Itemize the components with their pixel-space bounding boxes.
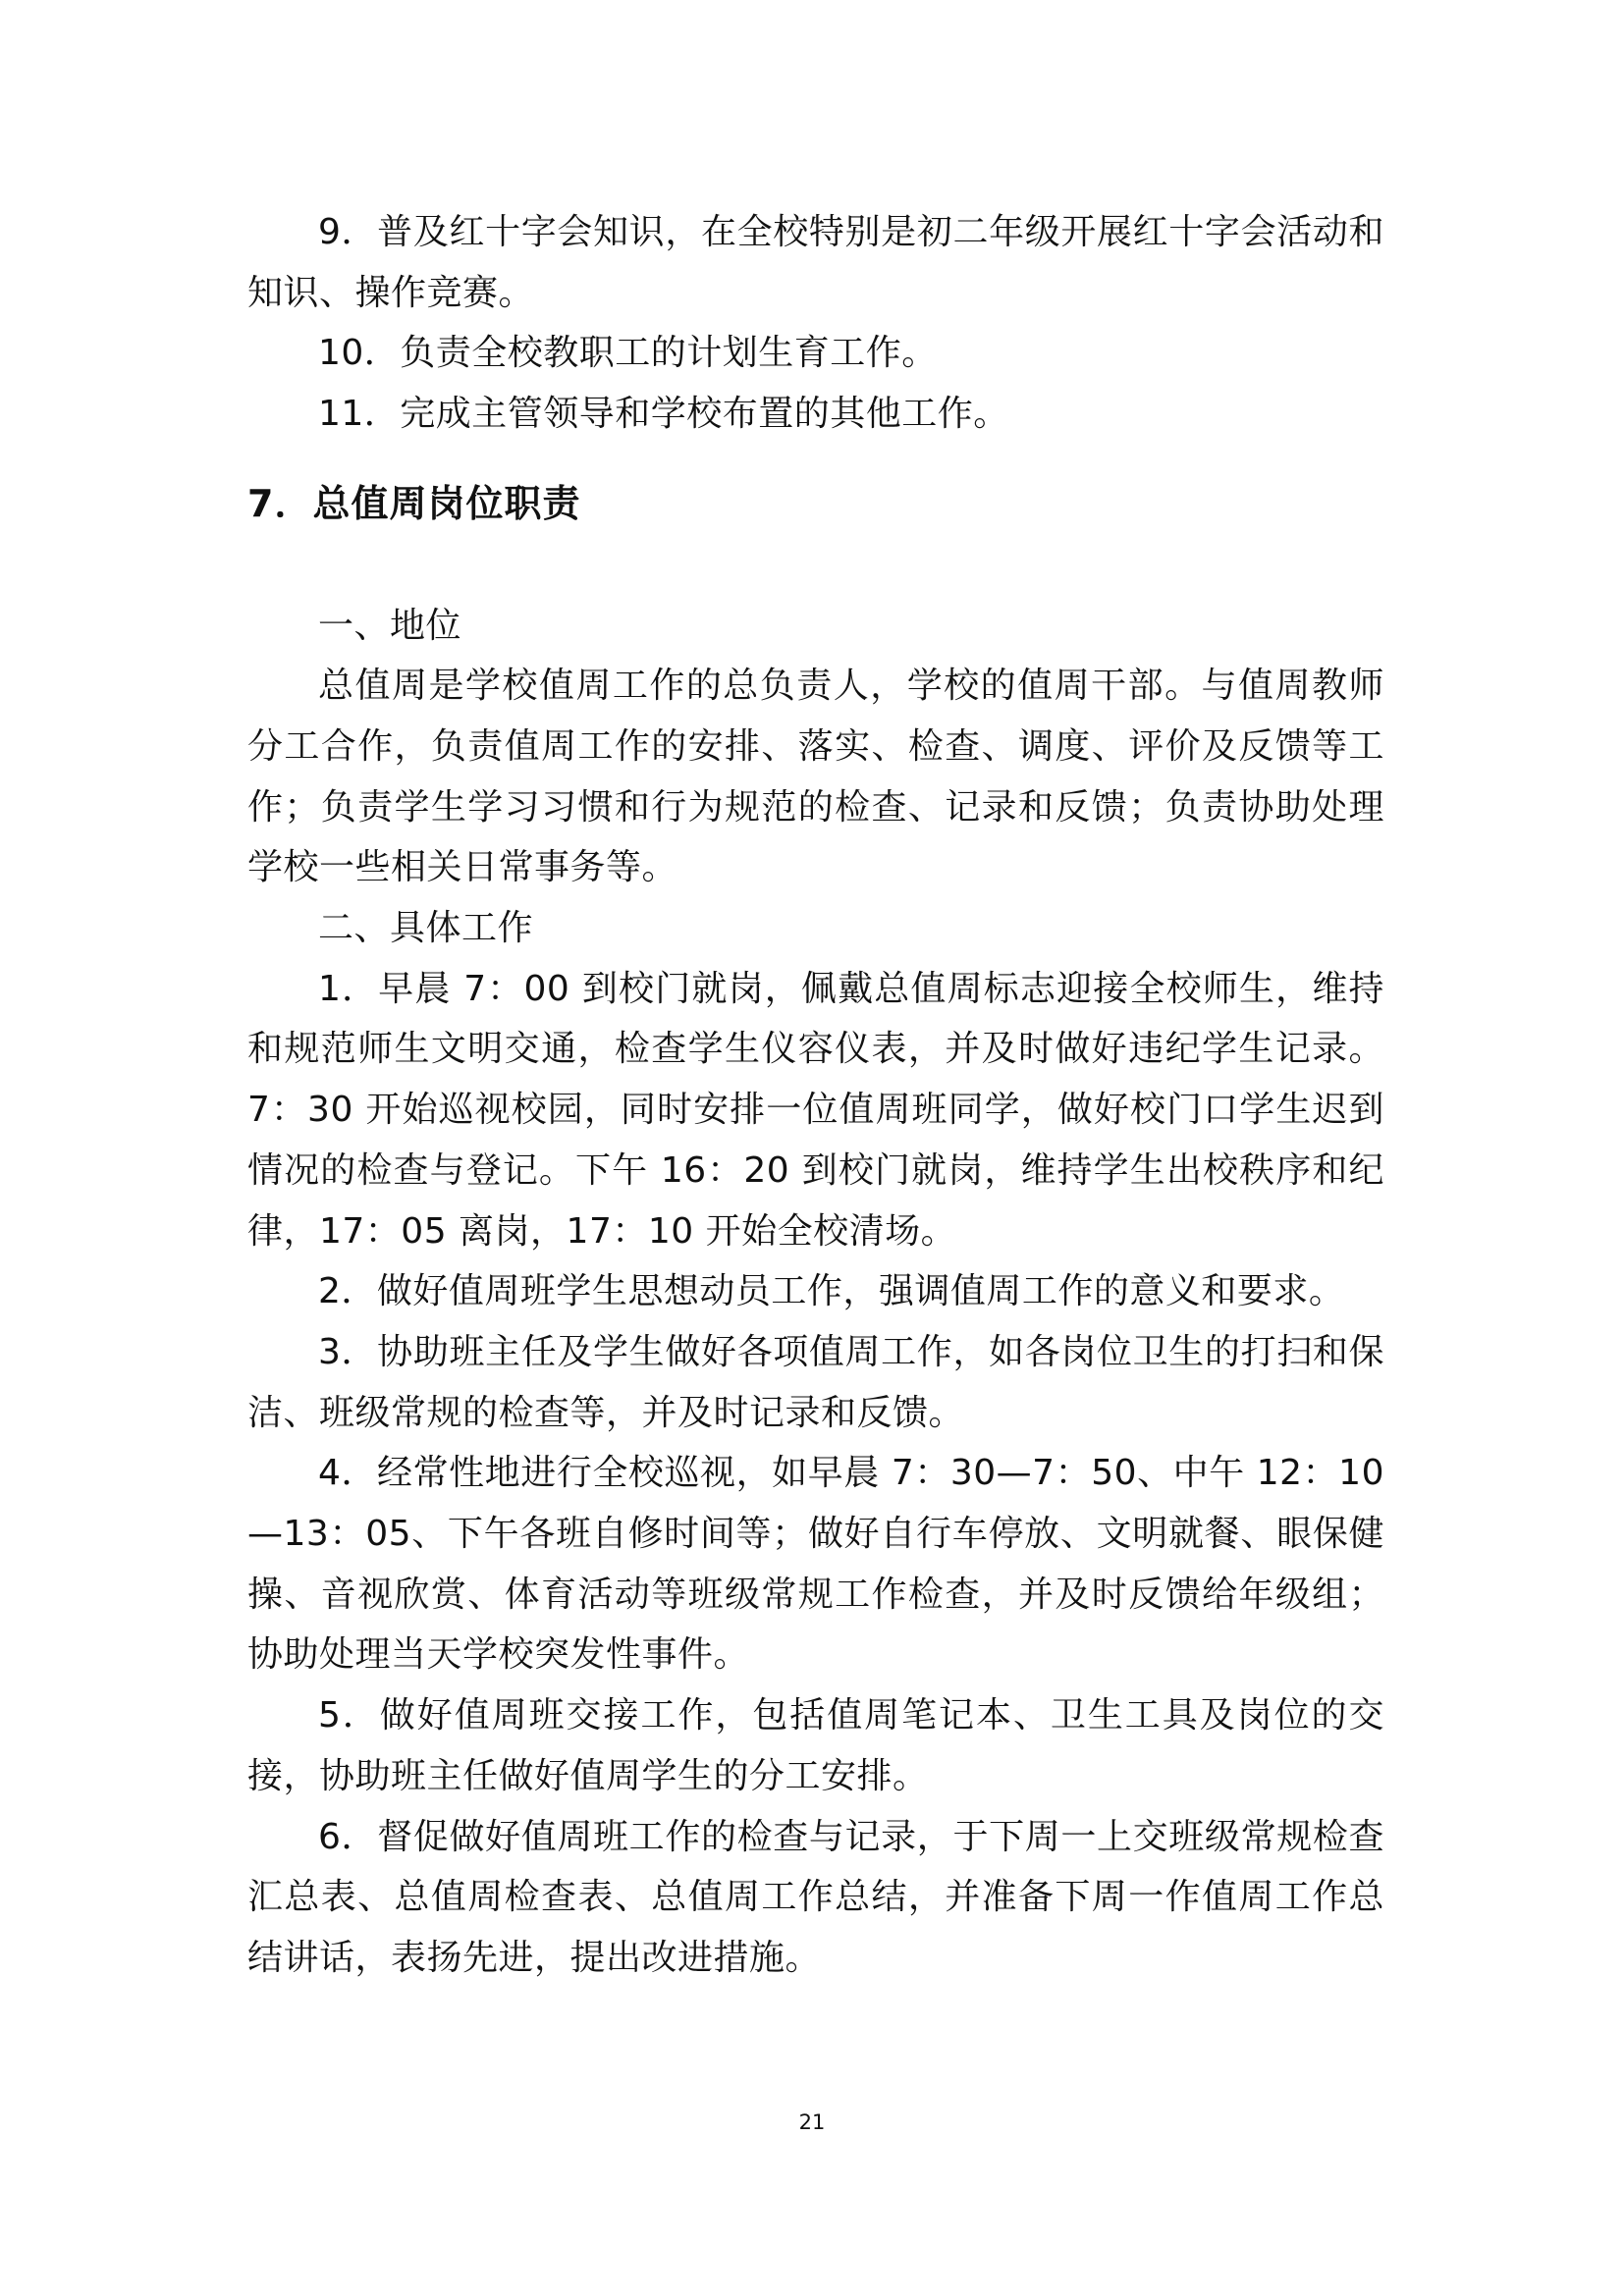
work-item-4: 4．经常性地进行全校巡视，如早晨 7：30—7：50、中午 12：10—13：05、下午各班自修时间等；做好自行车停放、文明就餐、眼保健操、音视欣赏、体育活动等班级常规工作检查，并及时反馈给年级组；协助处理当天学校突发性事件。 — [247, 1453, 1384, 1676]
paragraph-item-11: 11．完成主管领导和学校布置的其他工作。 — [318, 394, 1009, 435]
page-number: 21 — [798, 2110, 826, 2134]
section-heading: 7．总值周岗位职责 — [247, 481, 581, 525]
subheading-position: 一、地位 — [318, 605, 462, 646]
paragraph-item-10: 10．负责全校教职工的计划生育工作。 — [318, 333, 938, 374]
work-item-1: 1．早晨 7：00 到校门就岗，佩戴总值周标志迎接全校师生，维持和规范师生文明交通，检查学生仪容仪表，并及时做好违纪学生记录。7：30 开始巡视校园，同时安排一位值周班同学，做好校门口学生迟到情况的检查与登记。下午 16：20 到校门就岗，维持学生出校秩序和纪律，17：05 离岗，17：10 开始全校清场。 — [247, 968, 1384, 1252]
paragraph-item-9: 9．普及红十字会知识，在全校特别是初二年级开展红十字会活动和知识、操作竞赛。 — [247, 212, 1384, 313]
work-item-5: 5．做好值周班交接工作，包括值周笔记本、卫生工具及岗位的交接，协助班主任做好值周学生的分工安排。 — [247, 1695, 1384, 1796]
work-item-2: 2．做好值周班学生思想动员工作，强调值周工作的意义和要求。 — [318, 1271, 1345, 1312]
subheading-specific-work: 二、具体工作 — [318, 908, 534, 949]
paragraph-position-description: 总值周是学校值周工作的总负责人，学校的值周干部。与值周教师分工合作，负责值周工作的安排、落实、检查、调度、评价及反馈等工作；负责学生学习习惯和行为规范的检查、记录和反馈；负责协助处理学校一些相关日常事务等。 — [247, 666, 1384, 888]
page-content — [247, 202, 1384, 1989]
work-item-6: 6．督促做好值周班工作的检查与记录，于下周一上交班级常规检查汇总表、总值周检查表、总值周工作总结，并准备下周一作值周工作总结讲话，表扬先进，提出改进措施。 — [247, 1816, 1384, 1978]
work-item-3: 3．协助班主任及学生做好各项值周工作，如各岗位卫生的打扫和保洁、班级常规的检查等，并及时记录和反馈。 — [247, 1331, 1384, 1433]
